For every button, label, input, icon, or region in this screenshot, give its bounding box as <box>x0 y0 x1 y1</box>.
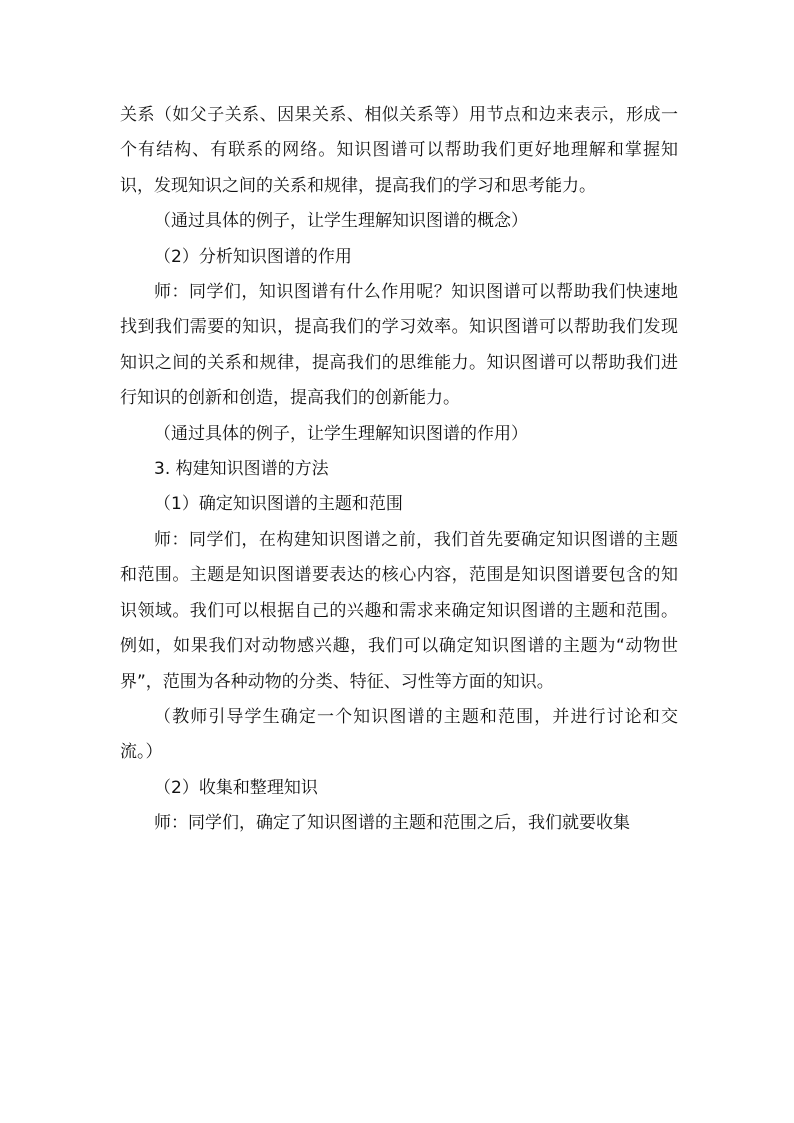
paragraph-teacher-collect: 师：同学们，确定了知识图谱的主题和范围之后，我们就要收集 <box>154 813 630 834</box>
document-body <box>120 98 678 842</box>
note-concept-example: （通过具体的例子，让学生理解知识图谱的概念） <box>154 211 528 232</box>
paragraph-relations-definition: 关系（如父子关系、因果关系、相似关系等）用节点和边来表示，形成一个有结构、有联系的网络。知识图谱可以帮助我们更好地理解和掌握知识，发现知识之间的关系和规律，提高我们的学习和思考能力。 <box>120 105 678 196</box>
note-teacher-guide: （教师引导学生确定一个知识图谱的主题和范围，并进行讨论和交流。） <box>120 706 678 763</box>
section-heading-build-method: 3. 构建知识图谱的方法 <box>154 459 329 480</box>
subheading-collect-knowledge: （2）收集和整理知识 <box>154 777 318 798</box>
paragraph-teacher-function: 师：同学们，知识图谱有什么作用呢？知识图谱可以帮助我们快速地找到我们需要的知识，提高我们的学习效率。知识图谱可以帮助我们发现知识之间的关系和规律，提高我们的思维能力。知识图谱可以帮助我们进行知识的创新和创造，提高我们的创新能力。 <box>120 282 678 409</box>
subheading-determine-topic: （1）确定知识图谱的主题和范围 <box>154 494 403 515</box>
paragraph-teacher-topic: 师：同学们，在构建知识图谱之前，我们首先要确定知识图谱的主题和范围。主题是知识图谱要表达的核心内容，范围是知识图谱要包含的知识领域。我们可以根据自己的兴趣和需求来确定知识图谱的主题和范围。例如，如果我们对动物感兴趣，我们可以确定知识图谱的主题为“动物世界”，范围为各种动物的分类、特征、习性等方面的知识。 <box>120 529 678 692</box>
note-function-example: （通过具体的例子，让学生理解知识图谱的作用） <box>154 423 528 444</box>
subheading-analyze-function: （2）分析知识图谱的作用 <box>154 246 352 267</box>
